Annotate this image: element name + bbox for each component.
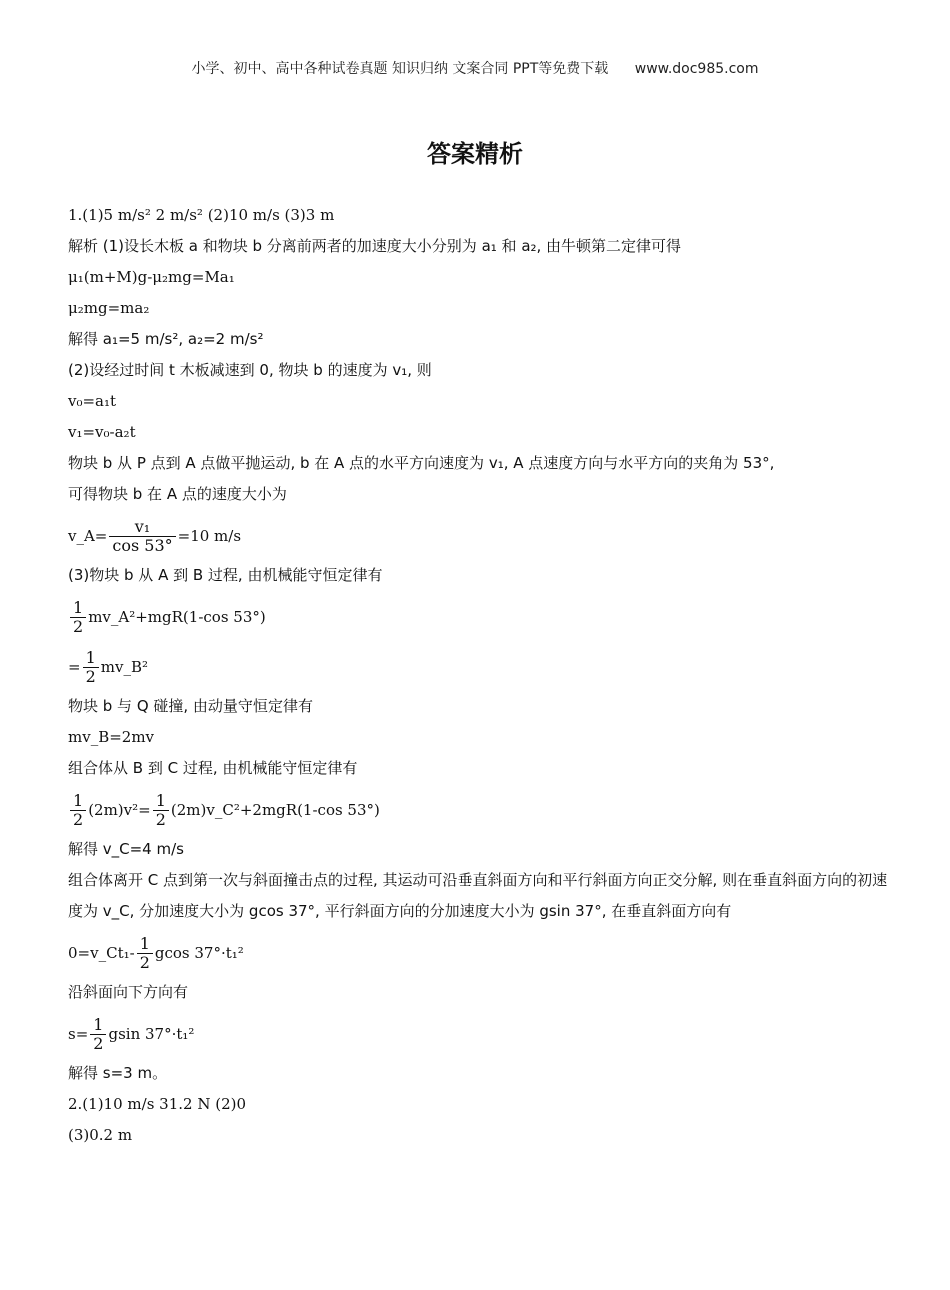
equation-text: (2m)v_C²+2mgR(1-cos 53°) xyxy=(170,801,380,819)
equation-line xyxy=(68,1008,888,1058)
fraction-denominator: cos 53° xyxy=(112,535,173,555)
page-title: 答案精析 xyxy=(427,140,523,168)
equation-text: v_A= xyxy=(68,527,108,545)
fraction-denominator: 2 xyxy=(93,1033,104,1053)
fraction-numerator: 1 xyxy=(70,599,86,618)
fraction-numerator: 1 xyxy=(153,792,169,811)
fraction-denominator: 2 xyxy=(73,616,84,636)
answer-line: 解析 (1)设长木板 a 和物块 b 分离前两者的加速度大小分别为 a₁ 和 a₂, 由牛顿第二定律可得 xyxy=(68,237,682,255)
equation-text: =10 m/s xyxy=(177,527,242,545)
fraction xyxy=(90,1016,106,1053)
equation-text: = xyxy=(68,658,81,676)
equation-text: s= xyxy=(68,1025,89,1043)
equation-text: (2m)v²= xyxy=(88,801,151,819)
answer-paragraph: 组合体离开 C 点到第一次与斜面撞击点的过程, 其运动可沿垂直斜面方向和平行斜面方向正交分解, 则在垂直斜面方向的初速度为 v_C, 分加速度大小为 gcos 37°, 平行斜面方向的分加速度大小为 gsin 37°, 在垂直斜面方向有 xyxy=(68,871,888,920)
fraction xyxy=(83,649,99,686)
fraction-denominator: 2 xyxy=(139,952,150,972)
fraction-numerator: 1 xyxy=(83,649,99,668)
fraction-numerator: 1 xyxy=(70,792,86,811)
page-header xyxy=(0,58,950,78)
fraction xyxy=(109,518,175,555)
answer-line: 解得 v_C=4 m/s xyxy=(68,840,184,858)
equation-text: mv_A²+mgR(1-cos 53°) xyxy=(88,608,266,626)
equation-line xyxy=(68,510,888,560)
answer-line: (3)物块 b 从 A 到 B 过程, 由机械能守恒定律有 xyxy=(68,566,383,584)
fraction-denominator: 2 xyxy=(155,809,166,829)
answer-content xyxy=(68,200,888,1151)
answer-line: 解得 a₁=5 m/s², a₂=2 m/s² xyxy=(68,330,264,348)
header-url[interactable]: www.doc985.com xyxy=(634,61,759,77)
answer-line: 1.(1)5 m/s² 2 m/s² (2)10 m/s (3)3 m xyxy=(68,206,335,224)
equation-text: 0=v_Ct₁- xyxy=(68,944,135,962)
equation-text: mv_B² xyxy=(100,658,148,676)
equation-line xyxy=(68,591,888,641)
equation-line xyxy=(68,784,888,834)
equation-text: gcos 37°·t₁² xyxy=(154,944,244,962)
fraction-numerator: 1 xyxy=(137,935,153,954)
equation-text: gsin 37°·t₁² xyxy=(108,1025,195,1043)
equation-line xyxy=(68,927,888,977)
fraction xyxy=(70,792,86,829)
answer-line: (3)0.2 m xyxy=(68,1126,133,1144)
answer-line: 物块 b 从 P 点到 A 点做平抛运动, b 在 A 点的水平方向速度为 v₁, A 点速度方向与水平方向的夹角为 53°, xyxy=(68,454,775,472)
answer-line: 沿斜面向下方向有 xyxy=(68,983,189,1001)
fraction xyxy=(153,792,169,829)
answer-line: 组合体从 B 到 C 过程, 由机械能守恒定律有 xyxy=(68,759,358,777)
fraction xyxy=(137,935,153,972)
fraction-denominator: 2 xyxy=(85,666,96,686)
equation-line: v₁=v₀-a₂t xyxy=(68,423,136,441)
equation-line xyxy=(68,641,888,691)
header-text: 小学、初中、高中各种试卷真题 知识归纳 文案合同 PPT等免费下载 xyxy=(191,61,609,77)
equation-line: μ₂mg=ma₂ xyxy=(68,299,150,317)
answer-line: 可得物块 b 在 A 点的速度大小为 xyxy=(68,485,287,503)
fraction-numerator: v₁ xyxy=(109,518,175,537)
answer-line: (2)设经过时间 t 木板减速到 0, 物块 b 的速度为 v₁, 则 xyxy=(68,361,432,379)
answer-line: 2.(1)10 m/s 31.2 N (2)0 xyxy=(68,1095,247,1113)
equation-line: v₀=a₁t xyxy=(68,392,117,410)
fraction xyxy=(70,599,86,636)
equation-line: mv_B=2mv xyxy=(68,728,155,746)
answer-line: 解得 s=3 m。 xyxy=(68,1064,168,1082)
fraction-denominator: 2 xyxy=(73,809,84,829)
equation-line: μ₁(m+M)g-μ₂mg=Ma₁ xyxy=(68,268,235,286)
answer-line: 物块 b 与 Q 碰撞, 由动量守恒定律有 xyxy=(68,697,313,715)
fraction-numerator: 1 xyxy=(90,1016,106,1035)
